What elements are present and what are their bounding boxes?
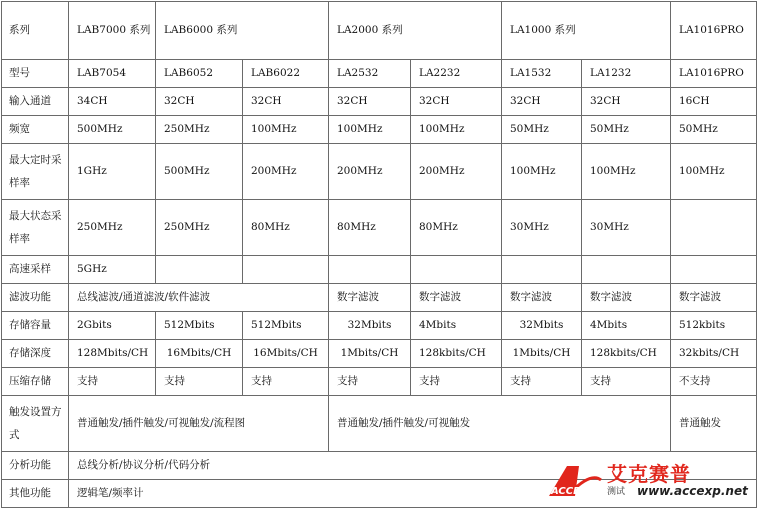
- lab6000-series-header: LAB6000 系列: [156, 2, 329, 60]
- table-cell: 总线滤波/通道滤波/软件滤波: [69, 284, 329, 312]
- table-cell: [156, 256, 243, 284]
- table-cell: 32Mbits: [502, 312, 582, 340]
- table-cell: 32Mbits: [329, 312, 411, 340]
- table-cell: 数字滤波: [411, 284, 502, 312]
- table-cell: 200MHz: [411, 144, 502, 200]
- table-cell: 支持: [69, 368, 156, 396]
- brand-url: www.accexp.net: [637, 484, 748, 498]
- table-cell: 30MHz: [502, 200, 582, 256]
- table-cell: [671, 200, 757, 256]
- table-cell: 32CH: [411, 88, 502, 116]
- row-label: 频宽: [2, 116, 69, 144]
- table-cell: 100MHz: [582, 144, 671, 200]
- table-cell: [243, 256, 329, 284]
- compression-row: [2, 368, 757, 396]
- table-cell: 50MHz: [502, 116, 582, 144]
- table-cell: LA1532: [502, 60, 582, 88]
- table-cell: 500MHz: [156, 144, 243, 200]
- row-label: 存储容量: [2, 312, 69, 340]
- row-label: 高速采样: [2, 256, 69, 284]
- table-cell: 200MHz: [243, 144, 329, 200]
- table-cell: 不支持: [671, 368, 757, 396]
- la1016pro-series-header: LA1016PRO: [671, 2, 757, 60]
- table-cell: 支持: [243, 368, 329, 396]
- table-cell: 16Mbits/CH: [243, 340, 329, 368]
- table-cell: 50MHz: [582, 116, 671, 144]
- row-label: 触发设置方式: [2, 396, 69, 452]
- table-cell: 支持: [329, 368, 411, 396]
- table-cell: 100MHz: [502, 144, 582, 200]
- row-label: 存储深度: [2, 340, 69, 368]
- table-cell: 支持: [156, 368, 243, 396]
- table-cell: 支持: [411, 368, 502, 396]
- table-cell: 100MHz: [243, 116, 329, 144]
- row-label: 滤波功能: [2, 284, 69, 312]
- table-cell: 2Gbits: [69, 312, 156, 340]
- table-cell: 1GHz: [69, 144, 156, 200]
- table-cell: 34CH: [69, 88, 156, 116]
- la1000-series-header: LA1000 系列: [502, 2, 671, 60]
- table-cell: 4Mbits: [411, 312, 502, 340]
- table-cell: 16CH: [671, 88, 757, 116]
- table-cell: 100MHz: [411, 116, 502, 144]
- header-row: [2, 2, 757, 60]
- table-cell: 512Mbits: [156, 312, 243, 340]
- table-cell: 1Mbits/CH: [502, 340, 582, 368]
- table-cell: 32CH: [582, 88, 671, 116]
- row-label: 最大定时采样率: [2, 144, 69, 200]
- brand-name: 艾克赛普: [607, 462, 691, 486]
- high-speed-row: [2, 256, 757, 284]
- table-cell: 30MHz: [582, 200, 671, 256]
- table-cell: 数字滤波: [502, 284, 582, 312]
- table-cell: 支持: [502, 368, 582, 396]
- comparison-table: [1, 1, 757, 508]
- table-cell: LA2232: [411, 60, 502, 88]
- state-rate-row: [2, 200, 757, 256]
- table-cell: 128kbits/CH: [582, 340, 671, 368]
- lab7000-series-header: LAB7000 系列: [69, 2, 156, 60]
- la2000-series-header: LA2000 系列: [329, 2, 502, 60]
- table-cell: 80MHz: [243, 200, 329, 256]
- table-cell: 32CH: [329, 88, 411, 116]
- table-cell: 普通触发/插件触发/可视触发/流程图: [69, 396, 329, 452]
- row-label: 压缩存储: [2, 368, 69, 396]
- table-cell: 128kbits/CH: [411, 340, 502, 368]
- table-cell: 逻辑笔/频率计: [69, 480, 757, 508]
- table-cell: 500MHz: [69, 116, 156, 144]
- table-cell: 32kbits/CH: [671, 340, 757, 368]
- table-cell: 100MHz: [671, 144, 757, 200]
- table-cell: 总线分析/协议分析/代码分析: [69, 452, 757, 480]
- table-cell: 80MHz: [411, 200, 502, 256]
- table-cell: 支持: [582, 368, 671, 396]
- row-label: 输入通道: [2, 88, 69, 116]
- table-cell: 1Mbits/CH: [329, 340, 411, 368]
- table-cell: 50MHz: [671, 116, 757, 144]
- table-cell: 250MHz: [69, 200, 156, 256]
- table-cell: 250MHz: [156, 116, 243, 144]
- table-cell: [329, 256, 411, 284]
- table-cell: 128Mbits/CH: [69, 340, 156, 368]
- table-cell: 80MHz: [329, 200, 411, 256]
- series-label: 系列: [2, 2, 69, 60]
- table-cell: 数字滤波: [329, 284, 411, 312]
- table-cell: LA2532: [329, 60, 411, 88]
- row-label: 最大状态采样率: [2, 200, 69, 256]
- accexp-watermark: [545, 458, 755, 502]
- table-cell: 32CH: [156, 88, 243, 116]
- row-label: 分析功能: [2, 452, 69, 480]
- brand-sub: 测试: [607, 487, 626, 497]
- table-cell: [411, 256, 502, 284]
- table-cell: LAB6052: [156, 60, 243, 88]
- table-cell: LA1016PRO: [671, 60, 757, 88]
- channels-row: [2, 88, 757, 116]
- accexp-logo-icon: [545, 462, 603, 500]
- trigger-row: [2, 396, 757, 452]
- bandwidth-row: [2, 116, 757, 144]
- table-cell: 数字滤波: [582, 284, 671, 312]
- table-cell: 5GHz: [69, 256, 156, 284]
- table-cell: LAB7054: [69, 60, 156, 88]
- table-cell: 4Mbits: [582, 312, 671, 340]
- table-cell: 普通触发: [671, 396, 757, 452]
- table-cell: 普通触发/插件触发/可视触发: [329, 396, 671, 452]
- table-cell: 512Mbits: [243, 312, 329, 340]
- storage-row: [2, 312, 757, 340]
- table-cell: [582, 256, 671, 284]
- table-cell: 512kbits: [671, 312, 757, 340]
- table-cell: 32CH: [502, 88, 582, 116]
- model-row: [2, 60, 757, 88]
- table-cell: [502, 256, 582, 284]
- row-label: 其他功能: [2, 480, 69, 508]
- table-cell: [671, 256, 757, 284]
- table-cell: 250MHz: [156, 200, 243, 256]
- table-cell: 数字滤波: [671, 284, 757, 312]
- table-cell: 100MHz: [329, 116, 411, 144]
- table-cell: 200MHz: [329, 144, 411, 200]
- table-cell: LAB6022: [243, 60, 329, 88]
- depth-row: [2, 340, 757, 368]
- table-cell: 32CH: [243, 88, 329, 116]
- table-cell: LA1232: [582, 60, 671, 88]
- table-cell: 16Mbits/CH: [156, 340, 243, 368]
- row-label: 型号: [2, 60, 69, 88]
- logo-text: ACCEXP: [551, 486, 595, 497]
- timing-rate-row: [2, 144, 757, 200]
- filter-row: [2, 284, 757, 312]
